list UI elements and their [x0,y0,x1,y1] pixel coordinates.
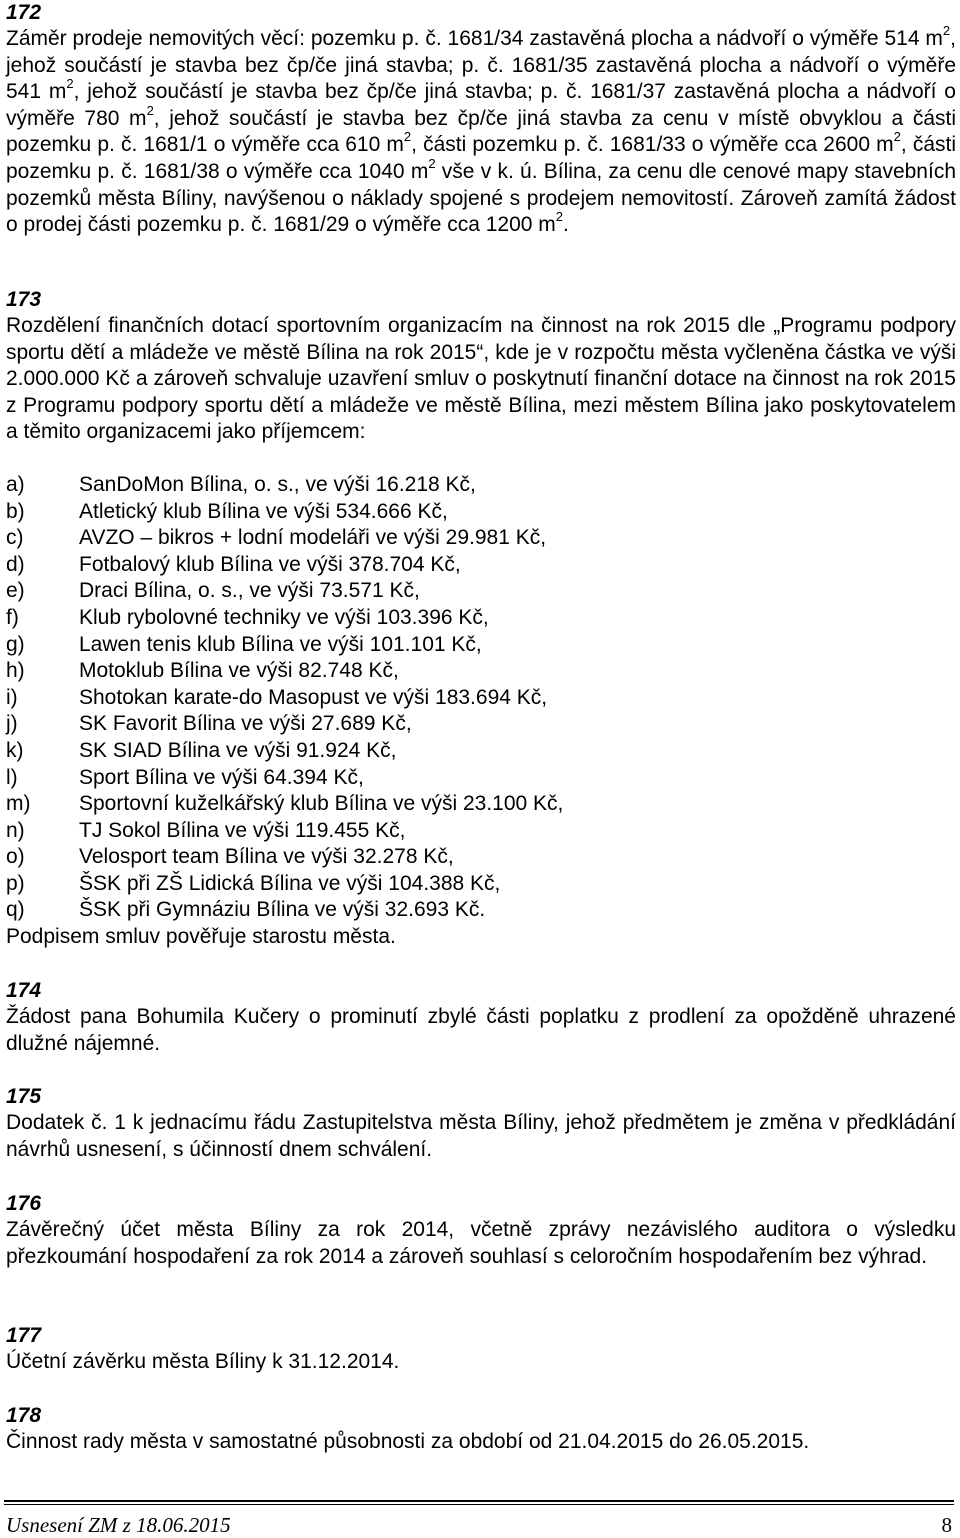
resolution-text: Žádost pana Bohumila Kučery o prominutí zbylé části poplatku z prodlení za opožděně uhrazené dlužné nájemné. [6,1005,956,1055]
list-item-letter: e) [6,579,25,603]
resolution-number: 177 [6,1324,42,1347]
list-item [6,791,956,818]
list-item-letter: f) [6,605,19,629]
resolution-177 [6,1323,956,1376]
resolution-text: Dodatek č. 1 k jednacímu řádu Zastupitelstva města Bíliny, jehož předmětem je změna v předkládání návrhů usnesení, s účinností dnem schválení. [6,1111,956,1161]
list-item-letter: i) [6,685,18,709]
list-item-letter: o) [6,845,25,869]
list-item [6,818,956,845]
list-item-text: Lawen tenis klub Bílina ve výši 101.101 Kč, [79,632,482,656]
list-item-text: SanDoMon Bílina, o. s., ve výši 16.218 Kč, [79,472,476,496]
list-item-letter: q) [6,898,25,922]
resolution-text: Účetní závěrku města Bíliny k 31.12.2014. [6,1350,400,1373]
resolution-number: 174 [6,979,42,1002]
resolution-173 [6,287,956,951]
list-item-letter: d) [6,552,25,576]
list-item-text: SK Favorit Bílina ve výši 27.689 Kč, [79,712,412,736]
list-item-letter: k) [6,738,24,762]
list-item [6,525,956,552]
list-item [6,658,956,685]
footer-divider-thin [4,1504,954,1505]
list-item-text: TJ Sokol Bílina ve výši 119.455 Kč, [79,818,406,842]
list-item-text: AVZO – bikros + lodní modeláři ve výši 29.981 Kč, [79,526,547,550]
list-item [6,897,956,924]
resolution-176 [6,1191,956,1270]
resolution-174 [6,978,956,1057]
list-item-letter: l) [6,765,18,789]
resolution-text: Závěrečný účet města Bíliny za rok 2014, včetně zprávy nezávislého auditora o výsledku přezkoumání hospodaření za rok 2014 a zároveň souhlasí s celoročním hospodařením bez výhrad. [6,1218,956,1268]
footer-divider [4,1500,954,1502]
list-item-text: Atletický klub Bílina ve výši 534.666 Kč, [79,499,448,523]
list-item-text: Sportovní kuželkářský klub Bílina ve výši 23.100 Kč, [79,792,564,816]
resolution-text: Činnost rady města v samostatné působnosti za období od 21.04.2015 do 26.05.2015. [6,1430,810,1453]
list-item-text: Velosport team Bílina ve výši 32.278 Kč, [79,845,454,869]
list-item [6,711,956,738]
resolution-175 [6,1084,956,1163]
list-item-text: Motoklub Bílina ve výši 82.748 Kč, [79,659,399,683]
resolution-number: 176 [6,1192,42,1215]
list-item-letter: g) [6,632,25,656]
list-item-text: Fotbalový klub Bílina ve výši 378.704 Kč, [79,552,461,576]
list-item-text: Shotokan karate-do Masopust ve výši 183.694 Kč, [79,685,548,709]
list-item-letter: h) [6,659,25,683]
resolution-closing: Podpisem smluv pověřuje starostu města. [6,925,396,949]
list-item [6,844,956,871]
list-item-text: ŠSK při Gymnáziu Bílina ve výši 32.693 Kč. [79,898,486,922]
list-item [6,871,956,898]
list-item [6,578,956,605]
footer-title: Usnesení ZM z 18.06.2015 [6,1513,231,1537]
list-item [6,605,956,632]
page-number: 8 [941,1513,952,1537]
list-item-letter: n) [6,818,25,842]
list-item-text: Sport Bílina ve výši 64.394 Kč, [79,765,364,789]
list-item [6,472,956,499]
resolution-number: 178 [6,1404,42,1427]
list-item-letter: b) [6,499,25,523]
resolution-number: 172 [6,1,42,24]
resolution-178 [6,1403,956,1456]
list-item-letter: c) [6,526,24,550]
list-item [6,632,956,659]
list-item-letter: a) [6,472,25,496]
list-item-letter: p) [6,871,25,895]
list-item [6,738,956,765]
superscript: 2 [942,23,951,38]
resolution-text: Rozdělení finančních dotací sportovním organizacím na činnost na rok 2015 dle „Programu podpory sportu dětí a mládeže ve městě Bílina na rok 2015“, kde je v rozpočtu města vyčleněna částka ve výši 2.000.000 Kč a zároveň schvaluje uzavření smluv o poskytnutí finanční dotace na činnost na rok 2015 z Programu podpory sportu dětí a mládeže ve městě Bílina, mezi městem Bílina jako poskytovatelem a těmito organizacemi jako příjemcem: [6,314,956,444]
list-item [6,765,956,792]
list-item-text: Klub rybolovné techniky ve výši 103.396 Kč, [79,605,489,629]
list-item-text: SK SIAD Bílina ve výši 91.924 Kč, [79,738,397,762]
resolution-number: 173 [6,288,42,311]
list-item [6,685,956,712]
list-item-letter: m) [6,792,31,816]
list-item-text: ŠSK při ZŠ Lidická Bílina ve výši 104.388 Kč, [79,871,501,895]
list-item-letter: j) [6,712,18,736]
list-item-text: Draci Bílina, o. s., ve výši 73.571 Kč, [79,579,420,603]
resolution-number: 175 [6,1085,42,1108]
recipient-list [6,472,956,924]
list-item [6,552,956,579]
list-item [6,499,956,526]
resolution-text: Záměr prodeje nemovitých věcí: pozemku p. č. 1681/34 zastavěná plocha a nádvoří o výměře 514 $m^2$, jehož součástí je stavba bez čp/če jiná stavba; p. č. 1681/35 zastavěná plocha a nádvoří o výměře 541 $m^2$, jehož součástí je stavba bez čp/če jiná stavba; p. č. 1681/37 zastavěná plocha a nádvoří o výměře 780 $m^2$, jehož součástí je stavba bez čp/če jiná stavba za cenu v místě obvyklou a části pozemku p. č. 1681/1 o výměře cca 610 $m^2$, části pozemku p. č. 1681/33 o výměře cca 2600 $m^2$, části pozemku p. č. 1681/38 o výměře cca 1040 $m^2$ vše v k. ú. Bílina, za cenu dle cenové mapy stavebních pozemků města Bíliny, navýšenou o náklady spojené s prodejem nemovitostí. Zároveň zamítá žádost o prodej části pozemku p. č. 1681/29 o výměře cca 1200 $m^2$. [6,23,957,237]
resolution-172 [6,0,956,239]
